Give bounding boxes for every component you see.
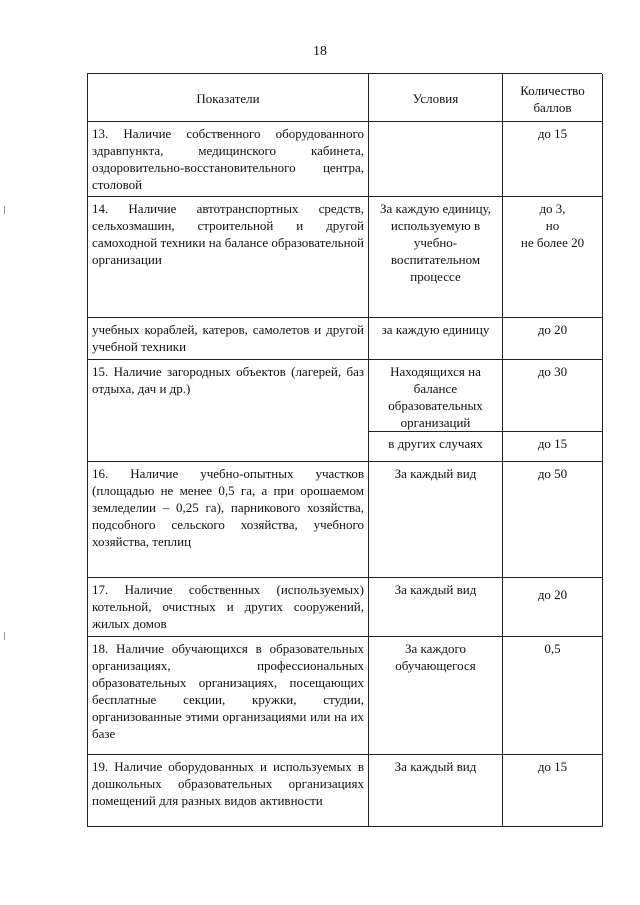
row-16-conditions: За каждый вид [369,462,503,578]
row-13-points: до 15 [503,122,603,197]
row-14b-conditions: за каждую единицу [369,318,503,360]
row-15-conditions: Находящихся на балансе образовательных организаций [369,360,503,432]
row-13-indicator: 13. Наличие собственного оборудованного здравпункта, медицинского кабинета, оздоровительно-восстановительного центра, столовой [88,122,369,197]
header-conditions-label: Условия [412,91,459,106]
row-14b-indicator: учебных кораблей, катеров, самолетов и другой учебной техники [88,318,369,360]
row-17-points: до 20 [503,578,603,637]
header-points [503,74,603,122]
left-margin-mark-lower [4,632,5,640]
row-19-indicator: 19. Наличие оборудованных и используемых в дошкольных образовательных организациях помещений для разных видов активности [88,755,369,827]
row-14-points: до 3, но не более 20 [503,197,603,318]
header-conditions [369,74,503,122]
row-13-conditions [369,122,503,197]
row-14-indicator: 14. Наличие автотранспортных средств, сельхозмашин, строительной и другой самоходной техники на балансе образовательной организации [88,197,369,318]
indicators-table [87,73,602,827]
row-15-indicator: 15. Наличие загородных объектов (лагерей, баз отдыха, дач и др.) [88,360,369,462]
row-16-points: до 50 [503,462,603,578]
row-17-conditions: За каждый вид [369,578,503,637]
row-14b-points: до 20 [503,318,603,360]
row-15b-conditions: в других случаях [369,432,503,462]
row-14-conditions: За каждую единицу, используемую в учебно-воспитательном процессе [369,197,503,318]
row-15b-points: до 15 [503,432,603,462]
row-19-points: до 15 [503,755,603,827]
row-16-indicator: 16. Наличие учебно-опытных участков (площадью не менее 0,5 га, а при орошаемом земледелии – 0,25 га), парникового хозяйства, подсобного сельского хозяйства, учебного хозяйства, теплиц [88,462,369,578]
row-19-conditions: За каждый вид [369,755,503,827]
header-indicators-label: Показатели [196,91,260,106]
header-indicators [88,74,369,122]
row-18-points: 0,5 [503,637,603,755]
left-margin-mark-upper [4,206,5,214]
row-15-points: до 30 [503,360,603,432]
row-18-conditions: За каждого обучающегося [369,637,503,755]
header-points-label: Количество баллов [520,82,585,115]
page-number: 18 [313,44,327,59]
row-17-indicator: 17. Наличие собственных (используемых) котельной, очистных и других сооружений, жилых домов [88,578,369,637]
row-18-indicator: 18. Наличие обучающихся в образовательных организациях, профессиональных образовательных организациях, посещающих бесплатные секции, кружки, студии, организованные этими организациями или на их базе [88,637,369,755]
